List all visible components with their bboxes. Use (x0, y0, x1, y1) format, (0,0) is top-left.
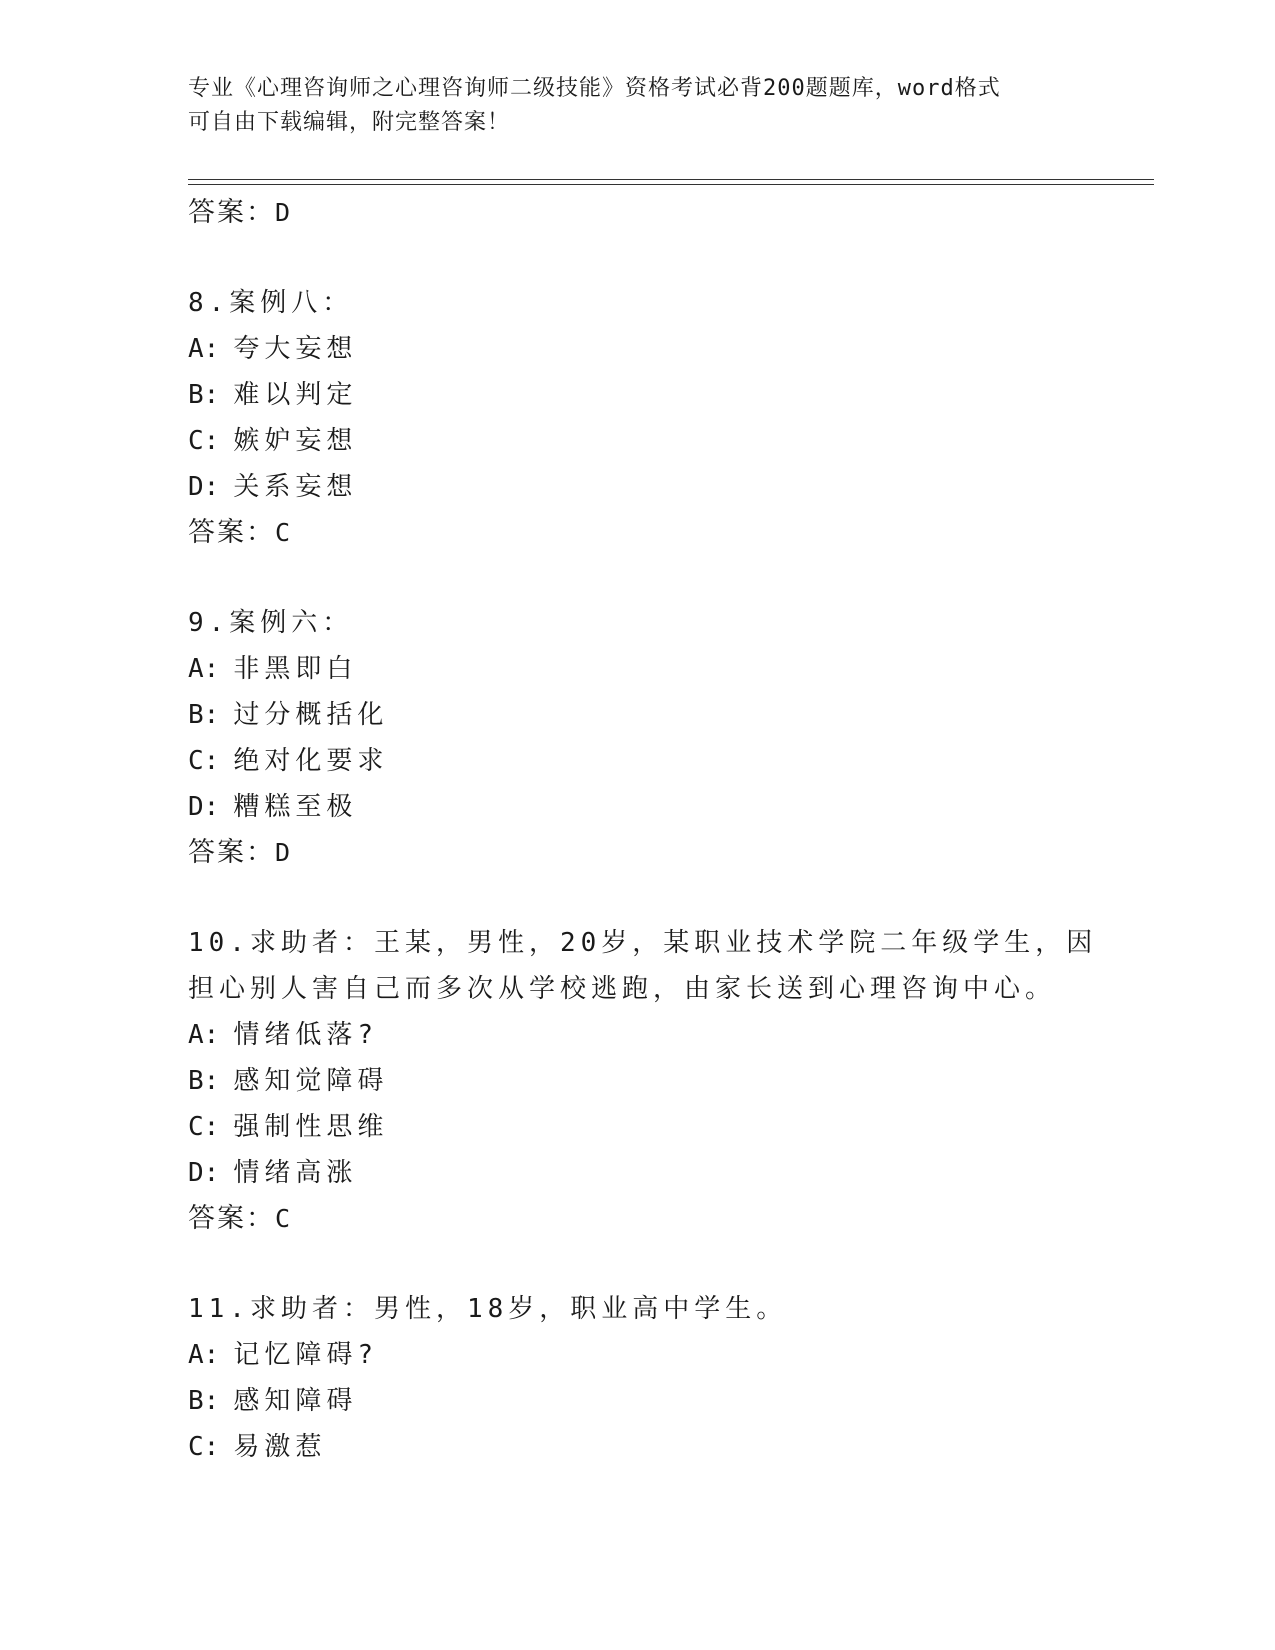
option-text: 感知障碍 (233, 1386, 358, 1416)
answer-label: 答案： (188, 1203, 275, 1234)
option-letter: D: (188, 792, 220, 822)
option-text: 关系妄想 (233, 472, 358, 502)
question-block (188, 600, 1108, 876)
question-block (188, 920, 1108, 1242)
answer-line (188, 830, 1108, 876)
question-list (188, 190, 1108, 1470)
option-c (188, 1424, 1108, 1470)
option-letter: B: (188, 1066, 220, 1096)
option-a (188, 1012, 1108, 1058)
answer-value: D (275, 838, 293, 867)
option-d (188, 1150, 1108, 1196)
option-letter: A: (188, 1340, 220, 1370)
option-text: 情绪高涨 (233, 1158, 358, 1188)
answer-label: 答案： (188, 197, 275, 228)
option-letter: C: (188, 746, 220, 776)
option-a (188, 1332, 1108, 1378)
option-letter: B: (188, 380, 220, 410)
question-stem: 8.案例八： (188, 288, 354, 318)
answer-line (188, 510, 1108, 556)
option-text: 非黑即白 (233, 654, 358, 684)
option-b (188, 1378, 1108, 1424)
option-letter: C: (188, 1432, 220, 1462)
header-line-1: 专业《心理咨询师之心理咨询师二级技能》资格考试必背200题题库，word格式 (188, 76, 1001, 101)
option-text: 夸大妄想 (233, 334, 358, 364)
option-b (188, 1058, 1108, 1104)
header-divider-bottom (188, 184, 1154, 185)
answer-label: 答案： (188, 517, 275, 548)
document-header (188, 72, 1088, 140)
option-letter: C: (188, 426, 220, 456)
option-text: 过分概括化 (233, 700, 389, 730)
answer-value: D (275, 198, 293, 227)
question-block (188, 280, 1108, 556)
option-b (188, 372, 1108, 418)
header-line-2: 可自由下载编辑，附完整答案！ (188, 110, 511, 135)
option-d (188, 464, 1108, 510)
header-divider-top (188, 179, 1154, 180)
question-stem: 9.案例六： (188, 608, 354, 638)
answer-label: 答案： (188, 837, 275, 868)
option-text: 强制性思维 (233, 1112, 389, 1142)
option-letter: D: (188, 472, 220, 502)
option-text: 糟糕至极 (233, 792, 358, 822)
option-d (188, 784, 1108, 830)
question-block (188, 1286, 1108, 1470)
option-letter: D: (188, 1158, 220, 1188)
option-letter: C: (188, 1112, 220, 1142)
option-text: 嫉妒妄想 (233, 426, 358, 456)
option-c (188, 1104, 1108, 1150)
answer-value: C (275, 518, 293, 547)
answer-value: C (275, 1204, 293, 1233)
option-text: 感知觉障碍 (233, 1066, 389, 1096)
option-letter: A: (188, 654, 220, 684)
option-c (188, 418, 1108, 464)
option-text: 易激惹 (233, 1432, 327, 1462)
option-a (188, 326, 1108, 372)
option-b (188, 692, 1108, 738)
option-letter: A: (188, 1020, 220, 1050)
option-c (188, 738, 1108, 784)
option-text: 绝对化要求 (233, 746, 389, 776)
option-text: 记忆障碍? (233, 1340, 378, 1370)
option-letter: B: (188, 700, 220, 730)
option-letter: B: (188, 1386, 220, 1416)
answer-line (188, 190, 1108, 236)
question-stem: 11.求助者：男性，18岁，职业高中学生。 (188, 1294, 788, 1324)
question-stem: 10.求助者：王某，男性，20岁，某职业技术学院二年级学生，因担心别人害自己而多次从学校逃跑，由家长送到心理咨询中心。 (188, 928, 1098, 1004)
option-letter: A: (188, 334, 220, 364)
option-a (188, 646, 1108, 692)
answer-line (188, 1196, 1108, 1242)
option-text: 情绪低落? (233, 1020, 378, 1050)
option-text: 难以判定 (233, 380, 358, 410)
